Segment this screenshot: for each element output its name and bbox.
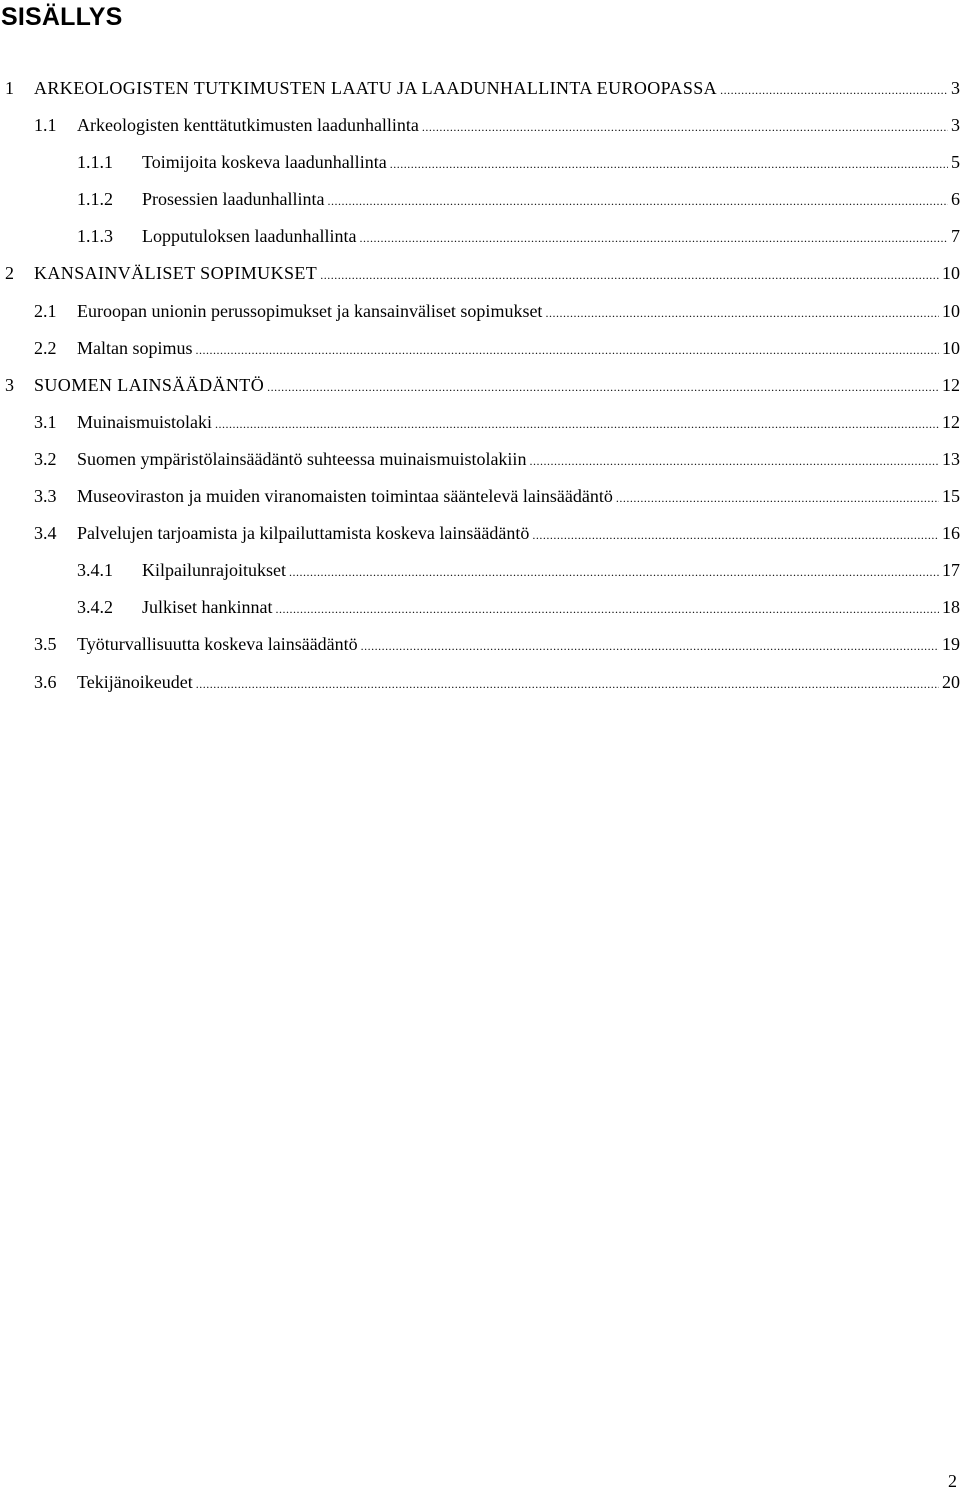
toc-entry[interactable] <box>5 145 960 182</box>
toc-entry[interactable] <box>5 331 960 368</box>
toc-dot-leader <box>196 331 940 367</box>
toc-entry-line <box>77 294 960 330</box>
toc-entry[interactable] <box>5 71 960 108</box>
toc-entry-page[interactable]: 12 <box>942 374 960 395</box>
toc-dot-leader <box>545 294 939 330</box>
toc-entry[interactable] <box>5 182 960 219</box>
toc-entry[interactable] <box>5 553 960 590</box>
toc-entry[interactable] <box>5 294 960 331</box>
toc-entry[interactable] <box>5 516 960 553</box>
toc-entry-line <box>142 182 960 218</box>
toc-dot-leader <box>361 627 939 663</box>
toc-entry-page[interactable]: 17 <box>942 560 960 581</box>
toc-dot-leader <box>720 71 948 107</box>
toc-entry[interactable] <box>5 590 960 627</box>
toc-entry-title[interactable]: Museoviraston ja muiden viranomaisten toimintaa sääntelevä lainsäädäntö <box>77 486 613 507</box>
toc-entry-line <box>34 256 960 292</box>
page-title: SISÄLLYS <box>1 3 123 31</box>
toc-entry-number: 3.4 <box>34 523 57 544</box>
toc-entry-page[interactable]: 5 <box>951 152 960 173</box>
toc-entry-line <box>142 145 960 181</box>
toc-entry-number: 1.1.3 <box>77 226 113 247</box>
toc-entry-page[interactable]: 19 <box>942 634 960 655</box>
toc-entry-number: 3.5 <box>34 634 57 655</box>
toc-entry-title[interactable]: Kilpailunrajoitukset <box>142 560 286 581</box>
toc-entry-line <box>77 442 960 478</box>
toc-entry-line <box>142 553 960 589</box>
toc-entry-page[interactable]: 3 <box>951 115 960 136</box>
toc-entry-page[interactable]: 16 <box>942 523 960 544</box>
toc-entry-title[interactable]: Euroopan unionin perussopimukset ja kansainväliset sopimukset <box>77 300 543 321</box>
toc-entry-line <box>34 368 960 404</box>
toc-dot-leader <box>422 108 948 144</box>
toc-dot-leader <box>320 256 939 292</box>
toc-entry-title[interactable]: Työturvallisuutta koskeva lainsäädäntö <box>77 634 358 655</box>
toc-entry[interactable] <box>5 219 960 256</box>
toc-entry-page[interactable]: 15 <box>942 486 960 507</box>
toc-entry-page[interactable]: 10 <box>942 337 960 358</box>
toc-entry-page[interactable]: 13 <box>942 448 960 469</box>
toc-dot-leader <box>196 665 939 701</box>
toc-entry-title[interactable]: Suomen ympäristölainsäädäntö suhteessa muinaismuistolakiin <box>77 448 527 469</box>
toc-entry-number: 2.1 <box>34 300 57 321</box>
toc-entry-line <box>77 627 960 663</box>
toc-entry-title[interactable]: Toimijoita koskeva laadunhallinta <box>142 152 387 173</box>
toc-dot-leader <box>529 442 939 478</box>
toc-entry-page[interactable]: 12 <box>942 411 960 432</box>
toc-dot-leader <box>267 368 939 404</box>
toc-entry[interactable] <box>5 108 960 145</box>
toc-entry-title[interactable]: Tekijänoikeudet <box>77 671 193 692</box>
toc-dot-leader <box>275 590 939 626</box>
toc-entry-line <box>77 665 960 701</box>
toc-entry[interactable] <box>5 479 960 516</box>
toc-entry[interactable] <box>5 627 960 664</box>
toc-entry-title[interactable]: Prosessien laadunhallinta <box>142 189 325 210</box>
toc-entry-title[interactable]: ARKEOLOGISTEN TUTKIMUSTEN LAATU JA LAADUNHALLINTA EUROOPASSA <box>34 78 718 98</box>
toc-entry-title[interactable]: Lopputuloksen laadunhallinta <box>142 226 357 247</box>
toc-entry-title[interactable]: Maltan sopimus <box>77 337 193 358</box>
toc-entry-title[interactable]: SUOMEN LAINSÄÄDÄNTÖ <box>34 374 265 395</box>
toc-entry-title[interactable]: Arkeologisten kenttätutkimusten laadunhallinta <box>77 115 419 136</box>
toc-entry-page[interactable]: 20 <box>942 671 960 692</box>
table-of-contents <box>5 71 960 702</box>
toc-entry-number: 2 <box>5 263 14 284</box>
toc-dot-leader <box>616 479 939 515</box>
toc-entry[interactable] <box>5 442 960 479</box>
toc-dot-leader <box>390 145 948 181</box>
page-number: 2 <box>948 1471 957 1491</box>
toc-entry-line <box>77 516 960 552</box>
toc-dot-leader <box>359 219 948 255</box>
toc-entry-number: 2.2 <box>34 337 57 358</box>
toc-entry-page[interactable]: 10 <box>942 300 960 321</box>
toc-entry-number: 1.1 <box>34 115 57 136</box>
toc-entry-number: 3.4.2 <box>77 597 113 618</box>
toc-entry-number: 3.4.1 <box>77 560 113 581</box>
toc-entry-number: 1.1.1 <box>77 152 113 173</box>
toc-dot-leader <box>327 182 948 218</box>
toc-entry-page[interactable]: 3 <box>951 78 960 98</box>
toc-entry-page[interactable]: 6 <box>951 189 960 210</box>
toc-dot-leader <box>215 405 939 441</box>
toc-entry-number: 3.6 <box>34 671 57 692</box>
toc-entry[interactable] <box>5 256 960 293</box>
toc-entry-line <box>142 219 960 255</box>
toc-entry[interactable] <box>5 665 960 702</box>
toc-entry-line <box>77 479 960 515</box>
toc-entry[interactable] <box>5 405 960 442</box>
toc-entry-line <box>77 405 960 441</box>
toc-entry-number: 1.1.2 <box>77 189 113 210</box>
toc-entry[interactable] <box>5 368 960 405</box>
toc-entry-number: 1 <box>5 78 14 98</box>
toc-entry-title[interactable]: Palvelujen tarjoamista ja kilpailuttamista koskeva lainsäädäntö <box>77 523 530 544</box>
toc-entry-line <box>34 71 960 107</box>
toc-entry-number: 3 <box>5 374 14 395</box>
toc-dot-leader <box>532 516 939 552</box>
toc-entry-line <box>77 108 960 144</box>
toc-entry-number: 3.3 <box>34 486 57 507</box>
toc-entry-number: 3.2 <box>34 448 57 469</box>
toc-dot-leader <box>289 553 939 589</box>
toc-entry-title[interactable]: KANSAINVÄLISET SOPIMUKSET <box>34 263 318 284</box>
toc-entry-page[interactable]: 10 <box>942 263 960 284</box>
toc-entry-number: 3.1 <box>34 411 57 432</box>
toc-entry-line <box>77 331 960 367</box>
toc-entry-line <box>142 590 960 626</box>
toc-entry-page[interactable]: 18 <box>942 597 960 618</box>
toc-entry-page[interactable]: 7 <box>951 226 960 247</box>
toc-entry-title[interactable]: Julkiset hankinnat <box>142 597 273 618</box>
toc-entry-title[interactable]: Muinaismuistolaki <box>77 411 212 432</box>
